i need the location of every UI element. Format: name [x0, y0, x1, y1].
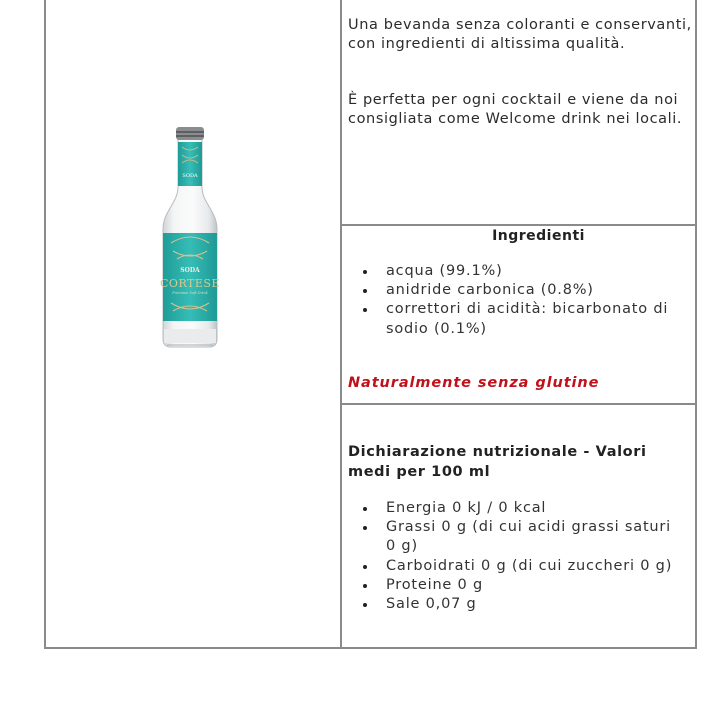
table-row-divider-1: [341, 224, 697, 226]
product-info-table: [44, 0, 697, 649]
svg-text:· · · ·: · · · ·: [186, 180, 194, 184]
ingredients-title: Ingredienti: [492, 228, 585, 244]
svg-text:SODA: SODA: [180, 267, 200, 274]
bottle-icon: [159, 125, 221, 349]
nutrition-item: Carboidrati 0 g (di cui zuccheri 0 g): [342, 557, 685, 576]
gluten-free-note: Naturalmente senza glutine: [348, 374, 600, 391]
ingredients-list: [342, 262, 695, 339]
bullet-icon: [363, 603, 367, 607]
bullet-icon: [363, 565, 367, 569]
soda-bottle-image: [159, 125, 221, 349]
bullet-icon: [363, 507, 367, 511]
table-right-border: [695, 0, 697, 649]
description-cell: [348, 16, 693, 129]
bullet-icon: [363, 270, 367, 274]
nutrition-list: [342, 499, 693, 614]
bullet-icon: [363, 308, 367, 312]
bullet-icon: [363, 289, 367, 293]
nutrition-item: Energia 0 kJ / 0 kcal: [342, 499, 685, 518]
nutrition-cell: [348, 442, 693, 614]
nutrition-item: Proteine 0 g: [342, 576, 685, 595]
ingredients-cell: [342, 228, 695, 391]
svg-text:Premium Soft Drink: Premium Soft Drink: [172, 291, 208, 295]
bullet-icon: [363, 584, 367, 588]
description-paragraph-1: Una bevanda senza coloranti e conservanti, con ingredienti di altissima qualità.: [348, 17, 692, 52]
svg-text:SODA: SODA: [182, 173, 198, 179]
nutrition-item: Grassi 0 g (di cui acidi grassi saturi 0 g): [342, 518, 685, 556]
svg-text:CORTESE: CORTESE: [160, 277, 220, 290]
description-paragraph-2: È perfetta per ogni cocktail e viene da noi consigliata come Welcome drink nei locali.: [348, 92, 683, 127]
ingredient-item: correttori di acidità: bicarbonato di sodio (0.1%): [342, 300, 681, 338]
bullet-icon: [363, 526, 367, 530]
ingredient-item: acqua (99.1%): [342, 262, 681, 281]
nutrition-item: Sale 0,07 g: [342, 595, 685, 614]
table-row-divider-2: [341, 403, 697, 405]
nutrition-title: Dichiarazione nutrizionale - Valori medi per 100 ml: [348, 444, 647, 480]
ingredient-item: anidride carbonica (0.8%): [342, 281, 681, 300]
table-left-border: [44, 0, 46, 649]
table-bottom-border: [44, 647, 697, 649]
